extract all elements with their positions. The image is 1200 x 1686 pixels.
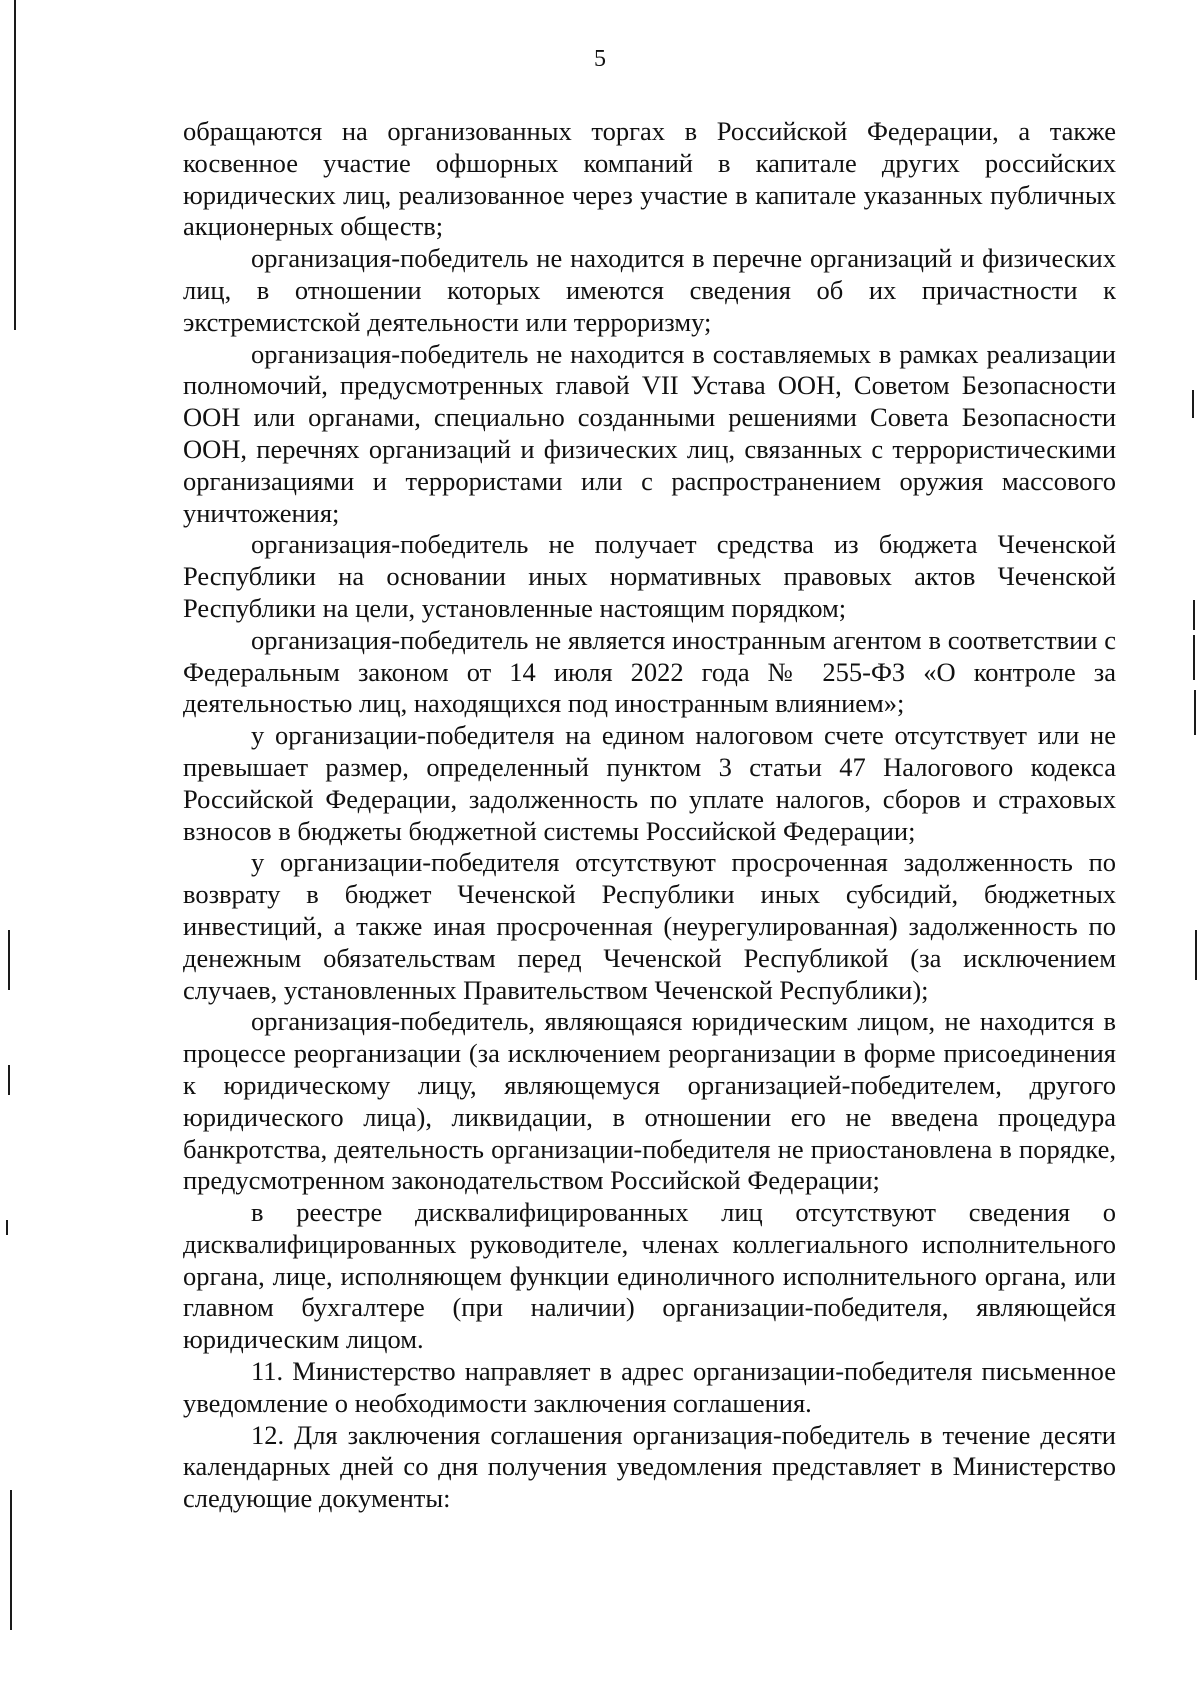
scan-edge-mark	[1192, 390, 1194, 418]
paragraph-continuation: обращаются на организованных торгах в Российской Федерации, а также косвенное участие офшорных компаний в капитале других российских юридических лиц, реализованное через участие в капитале указанных публичных акционерных обществ;	[183, 116, 1116, 242]
scan-edge-mark	[1195, 930, 1197, 980]
scan-edge-mark	[8, 1065, 10, 1095]
paragraph-item-11: 11. Министерство направляет в адрес организации-победителя письменное уведомление о необходимости заключения соглашения.	[183, 1356, 1116, 1418]
document-body	[183, 116, 1116, 1515]
scan-edge-mark	[1193, 635, 1195, 680]
scan-edge-mark	[6, 1220, 8, 1235]
paragraph-extremism-list: организация-победитель не находится в перечне организаций и физических лиц, в отношении которых имеются сведения об их причастности к экстремистской деятельности или терроризму;	[183, 243, 1116, 337]
paragraph-disqualified-registry: в реестре дисквалифицированных лиц отсутствуют сведения о дисквалифицированных руководителе, членах коллегиального исполнительного органа, лице, исполняющем функции единоличного исполнительного органа, или главном бухгалтере (при наличии) организации-победителя, являющейся юридическим лицом.	[183, 1197, 1116, 1355]
paragraph-item-12: 12. Для заключения соглашения организация-победитель в течение десяти календарных дней со дня получения уведомления представляет в Министерство следующие документы:	[183, 1419, 1116, 1514]
paragraph-budget-funds: организация-победитель не получает средства из бюджета Чеченской Республики на основании иных нормативных правовых актов Чеченской Республики на цели, установленные настоящим порядком;	[183, 529, 1116, 623]
scan-edge-mark	[8, 930, 10, 990]
paragraph-foreign-agent: организация-победитель не является иностранным агентом в соответствии с Федеральным законом от 14 июля 2022 года № 255-ФЗ «О контроле за деятельностью лиц, находящихся под иностранным влиянием»;	[183, 624, 1116, 719]
scan-edge-mark	[1193, 600, 1195, 630]
paragraph-tax-debt: у организации-победителя на едином налоговом счете отсутствует или не превышает размер, определенный пунктом 3 статьи 47 Налогового кодекса Российской Федерации, задолженность по уплате налогов, сборов и страховых взносов в бюджеты бюджетной системы Российской Федерации;	[183, 720, 1116, 846]
scan-edge-mark	[1194, 690, 1196, 735]
scan-edge-mark	[10, 1490, 12, 1630]
page-number: 5	[594, 46, 606, 72]
paragraph-reorganization: организация-победитель, являющаяся юридическим лицом, не находится в процессе реорганизации (за исключением реорганизации в форме присоединения к юридическому лицу, являющемуся организацией-победителем, другого юридического лица), ликвидации, в отношении его не введена процедура банкротства, деятельность организации-победителя не приостановлена в порядке, предусмотренном законодательством Российской Федерации;	[183, 1006, 1116, 1196]
paragraph-un-lists: организация-победитель не находится в составляемых в рамках реализации полномочий, предусмотренных главой VII Устава ООН, Советом Безопасности ООН или органами, специально созданными решениями Совета Безопасности ООН, перечнях организаций и физических лиц, связанных с террористическими организациями и террористами или с распространением оружия массового уничтожения;	[183, 338, 1116, 528]
paragraph-overdue-debt: у организации-победителя отсутствуют просроченная задолженность по возврату в бюджет Чеченской Республики иных субсидий, бюджетных инвестиций, а также иная просроченная (неурегулированная) задолженность по денежным обязательствам перед Чеченской Республикой (за исключением случаев, установленных Правительством Чеченской Республики);	[183, 847, 1116, 1005]
